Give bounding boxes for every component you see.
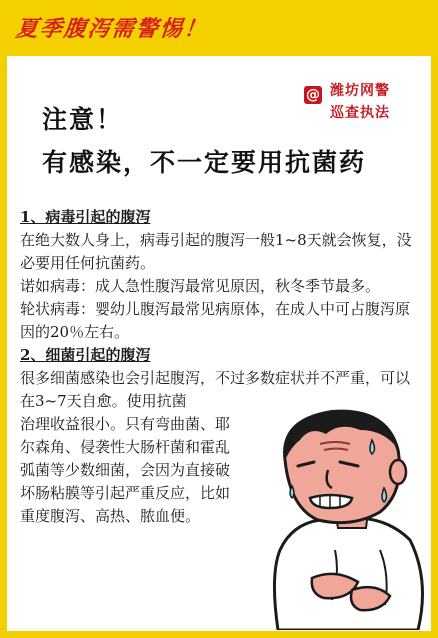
notice-title: 注意！ xyxy=(42,105,124,134)
paragraph-bacteria-5: 坏肠粘膜等引起严重反应，比如 xyxy=(20,484,231,502)
page-title: 夏季腹泻需警惕！ xyxy=(14,16,210,42)
paragraph-bacteria-3: 尔森角、侵袭性大肠杆菌和霍乱 xyxy=(20,438,231,456)
police-stamp xyxy=(304,76,414,128)
stamp-line2: 巡查执法 xyxy=(330,105,390,121)
man-with-stomachache-illustration xyxy=(240,400,430,630)
paragraph-norovirus: 诺如病毒：成人急性腹泻最常见原因，秋冬季节最多。 xyxy=(20,277,381,295)
notice-subtitle: 有感染，不一定要用抗菌药 xyxy=(42,148,367,177)
wrapped-text-block xyxy=(20,413,272,528)
section-title-bacteria: 2、细菌引起的腹泻 xyxy=(20,346,151,364)
weibo-at-icon: @ xyxy=(306,87,320,103)
paragraph-bacteria-6: 重度腹泻、高热、脓血便。 xyxy=(20,507,201,525)
section-title-virus: 1、病毒引起的腹泻 xyxy=(20,208,151,226)
title-banner xyxy=(0,0,438,56)
paragraph-bacteria-2: 治理收益很小。只有弯曲菌、耶 xyxy=(20,415,231,433)
paragraph-virus-recovery: 在绝大数人身上，病毒引起的腹泻一般1~8天就会恢复，没必要用任何抗菌药。 xyxy=(20,231,412,272)
paragraph-rotavirus: 轮状病毒：婴幼儿腹泻最常见病原体，在成人中可占腹泻原因的20％左右。 xyxy=(20,300,411,341)
stamp-line1: 潍坊网警 xyxy=(330,83,390,99)
paragraph-bacteria-1: 很多细菌感染也会引起腹泻，不过多数症状并不严重，可以在3~7天自愈。使用抗菌 xyxy=(20,369,411,410)
paragraph-bacteria-4: 弧菌等少数细菌，会因为直接破 xyxy=(20,461,231,479)
